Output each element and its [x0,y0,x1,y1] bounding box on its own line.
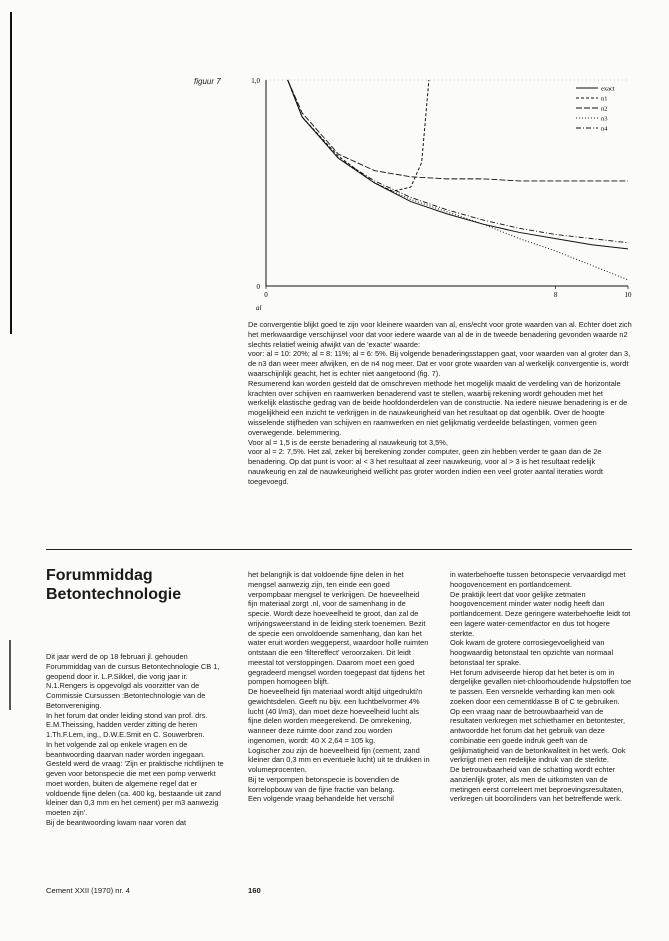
paragraph: voor: al = 10: 20%; al = 8: 11%; al = 6: 5%. Bij volgende benaderingsstappen gaat, voor waarden van al groter dan 3, de n3 dan weer meer afwijken, en de n4 nog meer. Dat er voor grote waarden van al werkelijk convergentie is, wordt waarschijnlijk geacht, het is echter niet aangetoond (fig. 7). [248,349,631,378]
legend-label: n4 [601,125,608,133]
text-column-1 [46,652,228,828]
section-divider [46,549,632,550]
paragraph: Resumerend kan worden gesteld dat de omschreven methode het mogelijk maakt de verdeling van de horizontale krachten over schijven en raamwerken benaderend vast te stellen, waarbij rekening wordt gehouden met het werkelijk elastische gedrag van de beide hoofdonderdelen van de constructie. Na iedere nieuwe benadering is er de mogelijkheid een inzicht te verkrijgen in de nauwkeurigheid van het resultaat op dat ogenblik. Over de hoogte wisselende stijfheden van schijven en raamwerken en niet gelijkmatig verdeelde belastingen, vormen geen overwegende. belemmering. [248,378,628,437]
text-column-3 [450,570,632,804]
y-tick-label: 1,0 [251,77,260,85]
section-heading: Forummiddag Betontechnologie [46,567,182,603]
series-line-n3 [288,80,628,280]
journal-footer: Cement XXII (1970) nr. 4 [46,886,130,895]
chart-series [288,80,628,280]
paragraph: Het forum adviseerde hierop dat het beter is om in dergelijke gevallen niet-chloorhoudende hulpstoffen toe te passen. Een versnelde verharding kan men ook zoeken door een cementklasse B of C te gebruiken. [450,667,632,706]
paragraph: Een volgende vraag behandelde het verschil [248,794,394,804]
page-number: 160 [248,886,261,895]
paragraph: voor al = 2: 7,5%. Het zal, zeker bij berekening zonder computer, geen zin hebben verder te gaan dan de 2e benadering. Op dat punt is voor: al < 3 het resultaat al zeer nauwkeurig, voor al > 3 is het resultaat redelijk nauwkeurig en zal de nauwkeurigheid wellicht pas groter worden indien een veel groter aantal iteraties wordt toegevoegd. [248,447,603,486]
series-line-n4 [288,80,628,243]
series-line-exact [288,80,628,249]
legend-label: n1 [601,95,608,103]
article-continuation [248,320,632,487]
convergence-chart [236,74,636,314]
paragraph: In het forum dat onder leiding stond van prof. drs. E.M.Theissing, hadden verder zitting de heren 1.Th.F.Lem, ing., D.W.E.Smit en C. Souwerbren. [46,710,208,739]
x-axis-label: al [256,304,262,312]
paragraph: De praktijk leert dat voor gelijke zetmaten hoogovencement minder water nodig heeft dan portlandcement. Deze geringere waterbehoefte leidt tot een lagere water-cementfactor en dus tot hogere sterkte. [450,589,631,638]
series-line-n2 [288,80,628,181]
paragraph: De hoeveelheid fijn materiaal wordt altijd uitgedrukti'n gewichtsdelen. Geeft nu bijv. een luchtbelvormer 4% lucht (40 l/m3), dan moet deze hoeveelheid lucht als fijne delen worden meegerekend. De omrekening, wanneer deze ruimte door zand zou worden ingenomen, wordt: 40 X 2,64 = 105 kg. [248,687,423,745]
x-tick-label: 10 [624,291,632,299]
x-tick-label: 8 [553,291,558,299]
paragraph: De convergentie blijkt goed te zijn voor kleinere waarden van al, ens/echt voor grote waarden van al. Echter doet zich het merkwaardige verschijnsel voor dat voor iedere waarde van al de in de tweede benadering gevonden waarde n2 slechts relatief weinig afwijkt van de 'exacte' waarde: [248,320,632,349]
chart-axes [251,77,632,312]
paragraph: in waterbehoefte tussen betonspecie vervaardigd met hoogovencement en portlandcement. [450,570,626,589]
legend-label: n3 [601,115,608,123]
paragraph: het belangrijk is dat voldoende fijne delen in het mengsel aanwezig zijn, ten einde een goed verpompbaar mengsel te verkrijgen. De hoeveelheid fijn materiaal zorgt .nl, voor de samenhang in de specie. Wordt deze hoeveelheid te groot, dan zal de wrijvingsweerstand in de leiding sterk toenemen. Bezit de specie een onvoldoende samenhang, dan kan het water eruit worden weggeperst, waardoor holle ruimten ontstaan die een 'filtereffect' veroorzaken. Dit leidt meestal tot verstoppingen. Daarom moet een goed gegradeerd mengsel worden toegepast dat tijdens het pompen homogeen blijft. [248,570,429,687]
paragraph: Op een vraag naar de betrouwbaarheid van de resultaten verkregen met schiethamer en betontester, antwoordde het forum dat het gebruik van deze combinatie een goede indruk geeft van de gelijkmatigheid van de betonkwaliteit in het werk. Ook verkrijgt men een redelijke indruk van de sterkte. [450,706,626,765]
figure-label: figuur 7 [194,77,221,86]
left-margin-rule [10,12,12,334]
paragraph: In het volgende zal op enkele vragen en de beantwoording daarvan nader worden ingegaan. Gesteld werd de vraag: 'Zijn er praktische richtlijnen te geven voor betonspecie die met een pomp verwerkt moet worden, buiten de algemene regel dat er voldoende fijne delen (ca. 400 kg, bestaande uit zand kleiner dan 0,3 mm en het cement) per m3 aanwezig moeten zijn'. [46,739,224,817]
x-tick-label: 0 [264,291,268,299]
paragraph: De betrouwbaarheid van de schatting wordt echter aanzienlijk groter, als men de uitkomsten van de metingen eerst correleert met beproevingsresultaten, verkregen uit boorcilinders van het betreffende werk. [450,765,624,804]
chart-legend [576,86,615,133]
text-column-2 [248,570,430,804]
legend-label: n2 [601,105,608,113]
paragraph: Bij te verpompen betonspecie is bovendien de korrelopbouw van de fijne fractie van belang. [248,774,400,794]
paragraph: Dit jaar werd de op 18 februari jl. gehouden Forummiddag van de cursus Betontechnologie CB 1, geopend door ir. L.P.Sikkel, die vorig jaar ir. N.1.Rengers is opgevolgd als voorzitter van de Commissie Cursussen :Betontechnologie van de Betonvereniging. [46,652,220,710]
paragraph: Voor al = 1,5 is de eerste benadering al nauwkeurig tot 3,5%, [248,437,448,447]
paragraph: Bij de beantwoording kwam naar voren dat [46,817,187,827]
series-line-n1 [288,80,429,191]
paragraph: Logischer zou zijn de hoeveelheid fijn (cement, zand kleiner dan 0,3 mm en eventuele lucht) uit te drukken in volumeprocenten. [248,745,430,774]
left-margin-mark [9,640,11,710]
legend-label: exact [601,85,615,93]
paragraph: Ook kwam de grotere corrosiegevoeligheid van hoogwaardig betonstaal ten opzichte van normaal betonstaal ter sprake. [450,638,614,667]
y-tick-label: 0 [256,283,260,291]
